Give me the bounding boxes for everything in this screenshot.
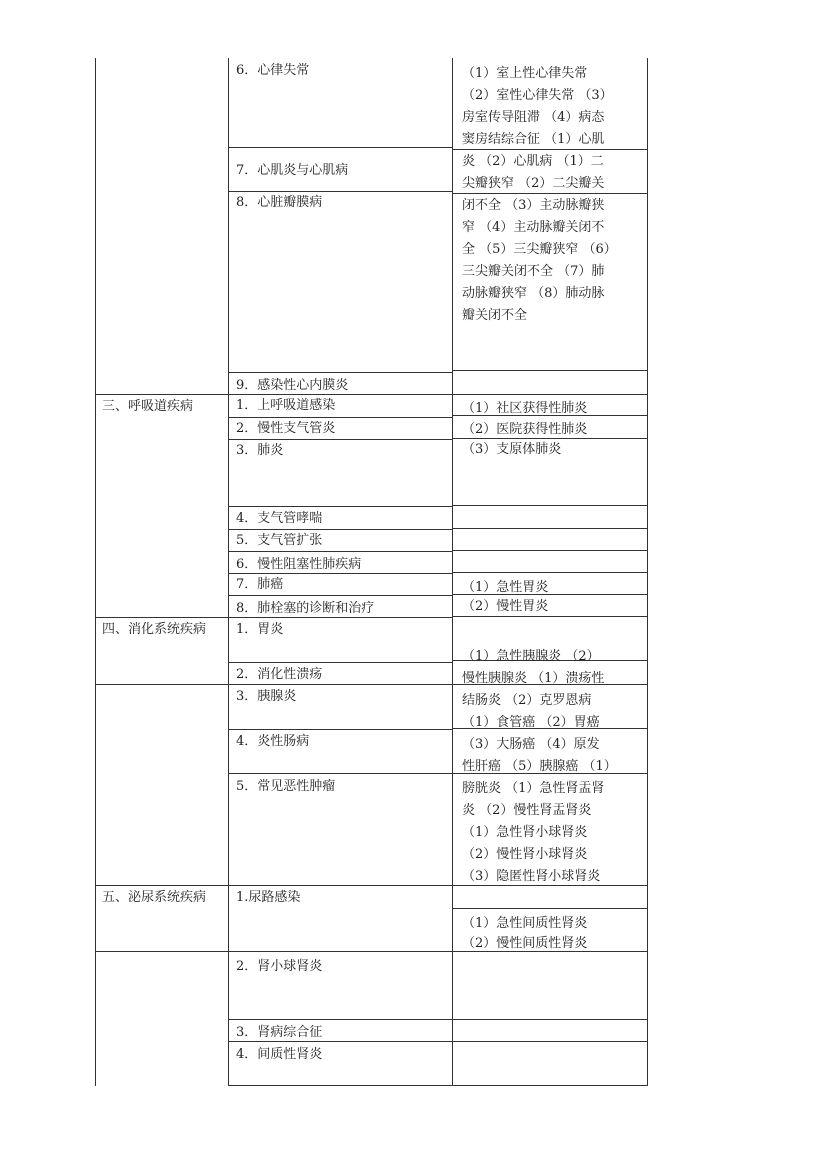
row-divider — [228, 147, 452, 148]
row-divider — [228, 773, 452, 774]
row-divider — [228, 529, 452, 530]
detail-divider — [452, 1085, 648, 1086]
row-divider — [228, 372, 452, 373]
item-chronic-bronchitis: 2．慢性支气管炎 — [236, 421, 336, 436]
item-gastritis: 1．胃炎 — [236, 622, 284, 637]
detail-line: （2）医院获得性肺炎 — [462, 422, 588, 437]
detail-divider — [452, 505, 648, 506]
row-divider — [228, 191, 452, 192]
detail-line: （1）急性间质性肾炎 — [462, 916, 588, 931]
row-divider — [95, 951, 452, 952]
detail-line: 窄 （4）主动脉瓣关闭不 — [462, 220, 605, 235]
detail-line: 尖瓣狭窄 （2）二尖瓣关 — [462, 176, 605, 191]
row-divider — [228, 417, 452, 418]
row-divider — [228, 1019, 452, 1020]
detail-line: （2）慢性间质性肾炎 — [462, 936, 588, 951]
item-pneumonia: 3．肺炎 — [236, 443, 284, 458]
row-divider — [228, 551, 452, 552]
detail-line: 瓣关闭不全 — [462, 308, 528, 323]
row-divider — [228, 729, 452, 730]
detail-line: （2）室性心律失常 （3） — [462, 88, 613, 103]
detail-divider — [452, 1019, 648, 1020]
detail-line: 全 （5）三尖瓣狭窄 （6） — [462, 242, 617, 257]
row-divider — [228, 662, 452, 663]
item-arrhythmia: 6．心律失常 — [236, 63, 310, 78]
item-valvular-disease: 8．心脏瓣膜病 — [236, 195, 323, 210]
item-asthma: 4．支气管哮喘 — [236, 511, 323, 526]
detail-line: （3）大肠癌 （4）原发 — [462, 737, 600, 752]
row-divider — [228, 1085, 452, 1086]
detail-line: （1）急性胰腺炎 （2） — [462, 649, 600, 664]
category-respiratory: 三、呼吸道疾病 — [102, 399, 194, 414]
item-pancreatitis: 3．胰腺炎 — [236, 689, 297, 704]
row-divider — [228, 595, 452, 596]
detail-line: 炎 （2）慢性肾盂肾炎 — [462, 803, 592, 818]
row-divider — [95, 885, 452, 886]
detail-line: （1）食管癌 （2）胃癌 — [462, 715, 600, 730]
item-ibd: 4．炎性肠病 — [236, 734, 310, 749]
item-glomerulonephritis: 2．肾小球肾炎 — [236, 959, 323, 974]
detail-line: 三尖瓣关闭不全 （7）肺 — [462, 264, 605, 279]
item-copd: 6．慢性阻塞性肺疾病 — [236, 557, 362, 572]
detail-divider — [452, 550, 648, 551]
detail-line: 房室传导阻滞 （4）病态 — [462, 110, 605, 125]
detail-line: （3）支原体肺炎 — [462, 442, 562, 457]
detail-line: 膀胱炎 （1）急性肾盂肾 — [462, 781, 605, 796]
detail-line: 闭不全 （3）主动脉瓣狭 — [462, 198, 605, 213]
item-endocarditis: 9．感染性心内膜炎 — [236, 378, 349, 393]
detail-line: （1）室上性心律失常 — [462, 66, 588, 81]
detail-divider — [452, 1041, 648, 1042]
detail-divider — [452, 572, 648, 573]
detail-line: （2）慢性胃炎 — [462, 599, 549, 614]
table-border-col1 — [228, 58, 229, 1086]
detail-line: （1）社区获得性肺炎 — [462, 401, 588, 416]
detail-line: 性肝癌 （5）胰腺癌 （1） — [462, 759, 617, 774]
item-malignant-tumors: 5．常见恶性肿瘤 — [236, 779, 336, 794]
detail-divider — [452, 394, 648, 395]
item-interstitial-nephritis: 4．间质性肾炎 — [236, 1047, 323, 1062]
item-peptic-ulcer: 2．消化性溃疡 — [236, 667, 323, 682]
detail-line: 结肠炎 （2）克罗恩病 — [462, 693, 592, 708]
row-divider — [228, 506, 452, 507]
row-divider — [228, 439, 452, 440]
detail-divider — [452, 370, 648, 371]
item-pulmonary-embolism: 8．肺栓塞的诊断和治疗 — [236, 601, 375, 616]
category-urinary: 五、泌尿系统疾病 — [102, 890, 207, 905]
detail-line: （1）急性肾小球肾炎 — [462, 825, 588, 840]
detail-line: （3）隐匿性肾小球肾炎 — [462, 869, 601, 884]
detail-line: 动脉瓣狭窄 （8）肺动脉 — [462, 286, 605, 301]
detail-divider — [452, 908, 648, 909]
item-uti: 1.尿路感染 — [236, 890, 301, 905]
item-myocarditis: 7．心肌炎与心肌病 — [236, 163, 349, 178]
item-bronchiectasis: 5．支气管扩张 — [236, 533, 323, 548]
detail-divider — [452, 528, 648, 529]
table-border-left — [95, 58, 96, 1086]
item-lung-cancer: 7．肺癌 — [236, 577, 284, 592]
category-digestive: 四、消化系统疾病 — [102, 622, 207, 637]
detail-line: 炎 （2）心肌病 （1）二 — [462, 154, 604, 169]
detail-line: 慢性胰腺炎 （1）溃疡性 — [462, 671, 605, 686]
detail-line: （1）急性胃炎 — [462, 580, 549, 595]
item-nephrotic-syndrome: 3．肾病综合征 — [236, 1025, 323, 1040]
item-upper-respiratory-infection: 1．上呼吸道感染 — [236, 398, 336, 413]
detail-line: 窦房结综合征 （1）心肌 — [462, 132, 605, 147]
detail-line: （2）慢性肾小球肾炎 — [462, 847, 588, 862]
